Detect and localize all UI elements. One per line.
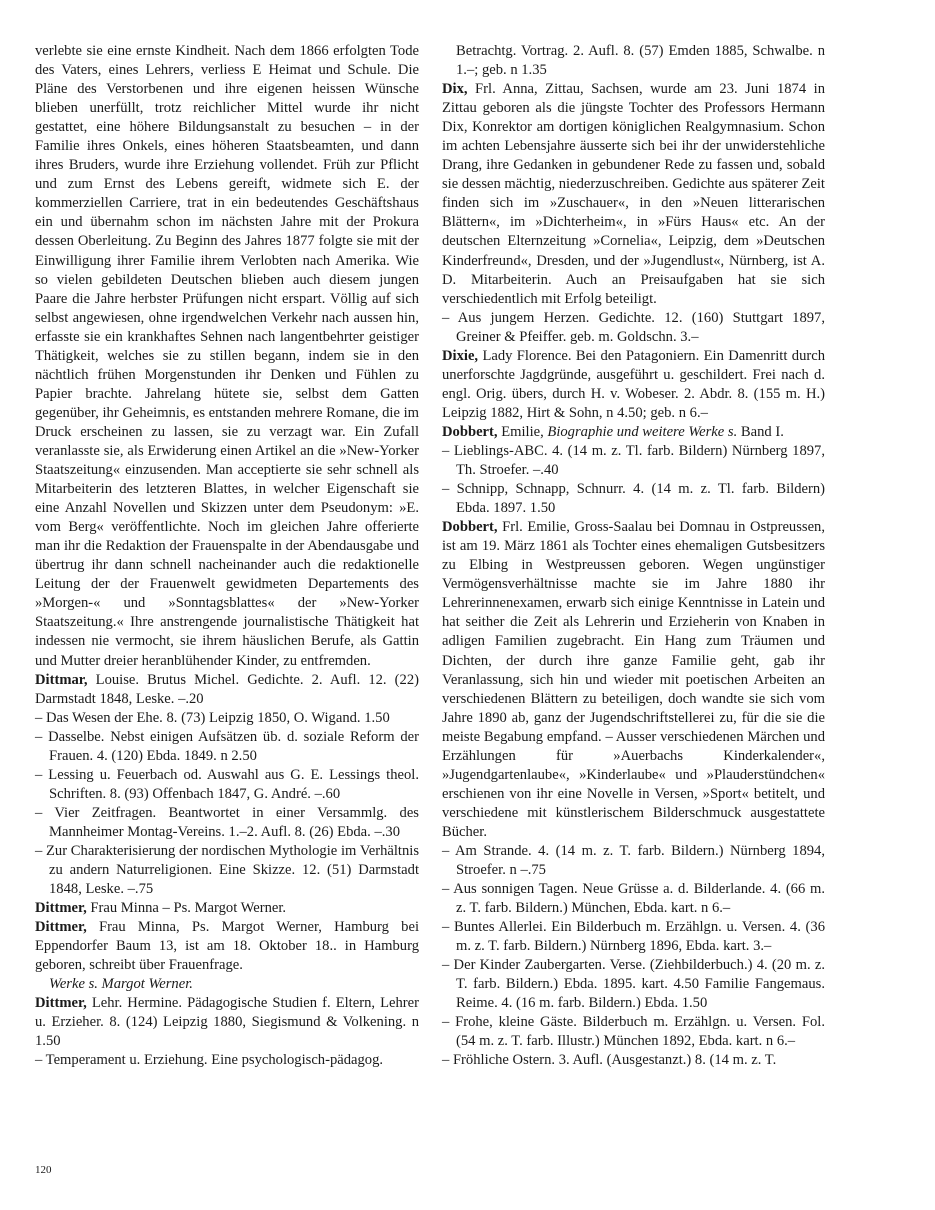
work-item: – Buntes Allerlei. Ein Bilderbuch m. Erzählgn. u. Versen. 4. (36 m. z. T. farb. Bildern.) Nürnberg 1896, Ebda. kart. 3.– (442, 919, 825, 955)
work-item: – Fröhliche Ostern. 3. Aufl. (Ausgestanzt.) 8. (14 m. z. T. (442, 1052, 777, 1069)
entry-dittmer-minna (35, 918, 419, 975)
work-item: – Temperament u. Erziehung. Eine psychologisch-pädagog. (35, 1052, 384, 1069)
entry-text: Band I. (737, 423, 784, 440)
work-item: – Dasselbe. Nebst einigen Aufsätzen üb. d. soziale Reform der Frauen. 4. (120) Ebda. 1849. n 2.50 (35, 728, 419, 764)
entry-headword: Dobbert, (442, 423, 498, 440)
biography-continuation: verlebte sie eine ernste Kindheit. Nach dem 1866 erfolgten Tode des Vaters, eines Lehrers, verliess E Heimat und Schule. Die Pläne des Verstorbenen und ihre eigenen heissen Wünsche blieben unerfüllt, trotz reichlicher Mittel wurde ihr nicht gestattet, eine höhere Bildungsanstalt zu besuchen – in der Familie ihres Onkels, eines höheren Staatsbeamten, und dann ihres Bruders, wurde ihre Erziehung vollendet. Früh zur Pflicht und zum Ernst des Lebens gereift, widmete sich E. der kommerziellen Carriere, trat in ein bedeutendes Geschäftshaus ein und übernahm schon im nächsten Jahre mit der Prokura dessen Oberleitung. Zu Beginn des Jahres 1877 folgte sie mit der Einwilligung ihrer Familie ihrem Verlobten nach Amerika. Wie so vielen gebildeten Deutschen blieben auch diesem jungen Paare die Jahre herbster Prüfungen nicht erspart. Völlig auf sich selbst angewiesen, ohne irgendwelchen Verkehr nach aussen hin, erfasste sie ein krankhaftes Sehnen nach langentbehrter geistiger Thätigkeit, welches sie zu stillen begann, indem sie in den nächtlich frühen Morgenstunden ihr Denken und Fühlen zu Papier brachte. Jahrelang hütete sie, selbst dem Gatten gegenüber, ihr Geheimnis, es entstanden mehrere Romane, die im Druck erscheinen zu lassen, sie zu verzagt war. Ein Zufall veranlasste sie, als Erwiderung einen Artikel an die »New-Yorker Staatszeitung« einzusenden. Man acceptierte sie sehr schnell als Mitarbeiterin des letzteren Blattes, in welcher Eigenschaft sie eine Anzahl Novellen und Skizzen unter dem Pseudonym: »E. vom Berg« veröffentlichte. Noch im gleichen Jahre offerierte man ihr die Redaktion der Frauenspalte in der Abendausgabe und übertrug ihr dann schnell nacheinander auch die redaktionelle Leitung der der Frauenwelt gewidmeten Departements des »Morgen-« und »Sonntagsblattes« der »New-Yorker Staatszeitung.« Ihre anstrengende journalistische Thätigkeit hat indessen nie vermocht, sie ihrem häuslichen Berufe, als Gattin und Mutter dreier heranblühender Kinder, zu entfremden. (35, 43, 419, 669)
entry-headword: Dix, (442, 81, 468, 98)
entry-text: Lady Florence. Bei den Patagoniern. Ein Damenritt durch unerforschte Jagdgründe, ausgeführt u. geschildert. Frei nach d. engl. Orig. übers, durch H. v. Wobeser. 2. Abdr. 8. (155 m. H.) Leipzig 1882, Hirt & Sohn, n 4.50; geb. n 6.– (442, 347, 825, 421)
work-item: – Am Strande. 4. (14 m. z. T. farb. Bildern.) Nürnberg 1894, Stroefer. n –.75 (442, 842, 825, 879)
entry-dix-anna (442, 80, 825, 309)
entry-dixie-florence (442, 347, 825, 423)
work-item: – Vier Zeitfragen. Beantwortet in einer Versammlg. des Mannheimer Montag-Vereins. 1.–2. Aufl. 8. (26) Ebda. –.30 (35, 804, 419, 840)
entry-headword: Dittmer, (35, 900, 87, 917)
work-item: – Aus jungem Herzen. Gedichte. 12. (160) Stuttgart 1897, Greiner & Pfeiffer. geb. m. Goldschn. 3.– (442, 309, 825, 345)
entry-text: Emilie, (497, 423, 548, 440)
entry-text: Frl. Anna, Zittau, Sachsen, wurde am 23. Juni 1874 in Zittau geboren als die jüngste Tochter des Professors Hermann Dix, Konrektor am dortigen königlichen Realgymnasium. Schon im achten Lebensjahre äusserte sich bei ihr der unwiderstehliche Drang, ihre Gedanken in gebundener Rede zu fassen und, sobald sie dessen mächtig, niederzuschreiben. Gedichte aus späterer Zeit finden sich im »Zuschauer«, in den »Neuen litterarischen Blättern«, im »Dichterheim«, in »Fürs Haus« etc. An der deutschen Elternzeitung »Cornelia«, Leipzig, dem »Deutschen Kinderfreund«, Dresden, und der »Jugendlust«, Nürnberg, ist A. D. Mitarbeiterin. Auch an Preisaufgaben hat sie sich verschiedentlich mit Erfolg beteiligt. (442, 81, 825, 307)
left-column (35, 42, 419, 1071)
werke-reference: Werke s. Margot Werner. (49, 976, 193, 993)
work-item: – Schnipp, Schnapp, Schnurr. 4. (14 m. z. Tl. farb. Bildern) Ebda. 1897. 1.50 (442, 481, 825, 517)
work-item: – Lieblings-ABC. 4. (14 m. z. Tl. farb. Bildern) Nürnberg 1897, Th. Stroefer. –.40 (442, 442, 825, 479)
entry-headword: Dittmer, (35, 995, 87, 1012)
entry-reference: Biographie und weitere Werke s. (547, 423, 738, 440)
entry-dittmer-hermine (35, 994, 419, 1051)
entry-headword: Dittmar, (35, 671, 88, 688)
entry-text: Frl. Emilie, Gross-Saalau bei Domnau in Ostpreussen, ist am 19. März 1861 als Tochter eines ehemaligen Gutsbesitzers zu Elbing in Westpreussen geboren. Wegen ungünstiger Vermögensverhältnisse machte sie im Jahre 1880 ihr Lehrerinnenexamen, erwarb sich einige Kenntnisse in Latein und hat seither die Zeit als Lehrerin und Erzieherin von Knaben in adligen Familien zugebracht. Ein Hang zum Träumen und Dichten, der durch ihre ganze Familie geht, gab ihr Veranlassung, sich hin und wieder mit poetischen Arbeiten an verschiedenen Blättern zu beteiligen, doch wandte sie sich vom Jahre 1890 ab, ganz der Jugendschriftstellerei zu, für die sie die meiste Begabung empfand. – Ausser verschiedenen Märchen und Erzählungen für »Auerbachs Kinderkalender«, »Jugendgartenlaube«, »Kinderlaube« und »Plauderstündchen« erschienen von ihr eine Novelle in Versen, »Sport« betitelt, und verschiedene mit künstlerischem Bilderschmuck ausgestattete Bücher. (442, 519, 825, 840)
work-item: – Frohe, kleine Gäste. Bilderbuch m. Erzählgn. u. Versen. Fol. (54 m. z. T. farb. Illustr.) München 1892, Ebda. kart. n 6.– (442, 1014, 825, 1050)
entry-text: Louise. Brutus Michel. Gedichte. 2. Aufl. 12. (22) Darmstadt 1848, Leske. –.20 (35, 671, 419, 707)
work-item: – Aus sonnigen Tagen. Neue Grüsse a. d. Bilderlande. 4. (66 m. z. T. farb. Bildern.) München, Ebda. kart. n 6.– (442, 881, 825, 917)
work-item: – Zur Charakterisierung der nordischen Mythologie im Verhältnis zu andern Naturreligionen. Eine Skizze. 12. (51) Darmstadt 1848, Leske. –.75 (35, 842, 419, 898)
entry-text: Frau Minna, Ps. Margot Werner, Hamburg bei Eppendorfer Baum 13, ist am 18. Oktober 18.. in Hamburg geboren, schreibt über Frauenfrage. (35, 919, 419, 974)
work-item: – Das Wesen der Ehe. 8. (73) Leipzig 1850, O. Wigand. 1.50 (35, 709, 390, 726)
work-item-continuation: Betrachtg. Vortrag. 2. Aufl. 8. (57) Emden 1885, Schwalbe. n 1.–; geb. n 1.35 (456, 43, 825, 79)
entry-dobbert-emilie (442, 518, 825, 842)
entry-headword: Dittmer, (35, 919, 87, 936)
entry-text: Lehr. Hermine. Pädagogische Studien f. Eltern, Lehrer u. Erzieher. 8. (124) Leipzig 1880, Siegismund & Volkening. n 1.50 (35, 995, 419, 1050)
entry-text: Frau Minna – Ps. Margot Werner. (86, 900, 287, 917)
entry-dittmer-minna-ref (35, 899, 419, 918)
page-number: 120 (35, 1164, 52, 1176)
entry-dittmar-louise (35, 671, 419, 709)
work-item: – Lessing u. Feuerbach od. Auswahl aus G. E. Lessings theol. Schriften. 8. (93) Offenbach 1847, G. André. –.60 (35, 766, 419, 802)
right-column (442, 42, 825, 1071)
entry-headword: Dixie, (442, 347, 479, 364)
work-item: – Der Kinder Zaubergarten. Verse. (Ziehbilderbuch.) 4. (20 m. z. T. farb. Bildern.) Ebda. 1895. kart. 4.50 Familie Fangemaus. Reime. 4. (16 m. farb. Bildern.) Ebda. 1.50 (442, 957, 825, 1012)
entry-dobbert-emilie-ref (442, 423, 825, 442)
entry-headword: Dobbert, (442, 519, 498, 536)
